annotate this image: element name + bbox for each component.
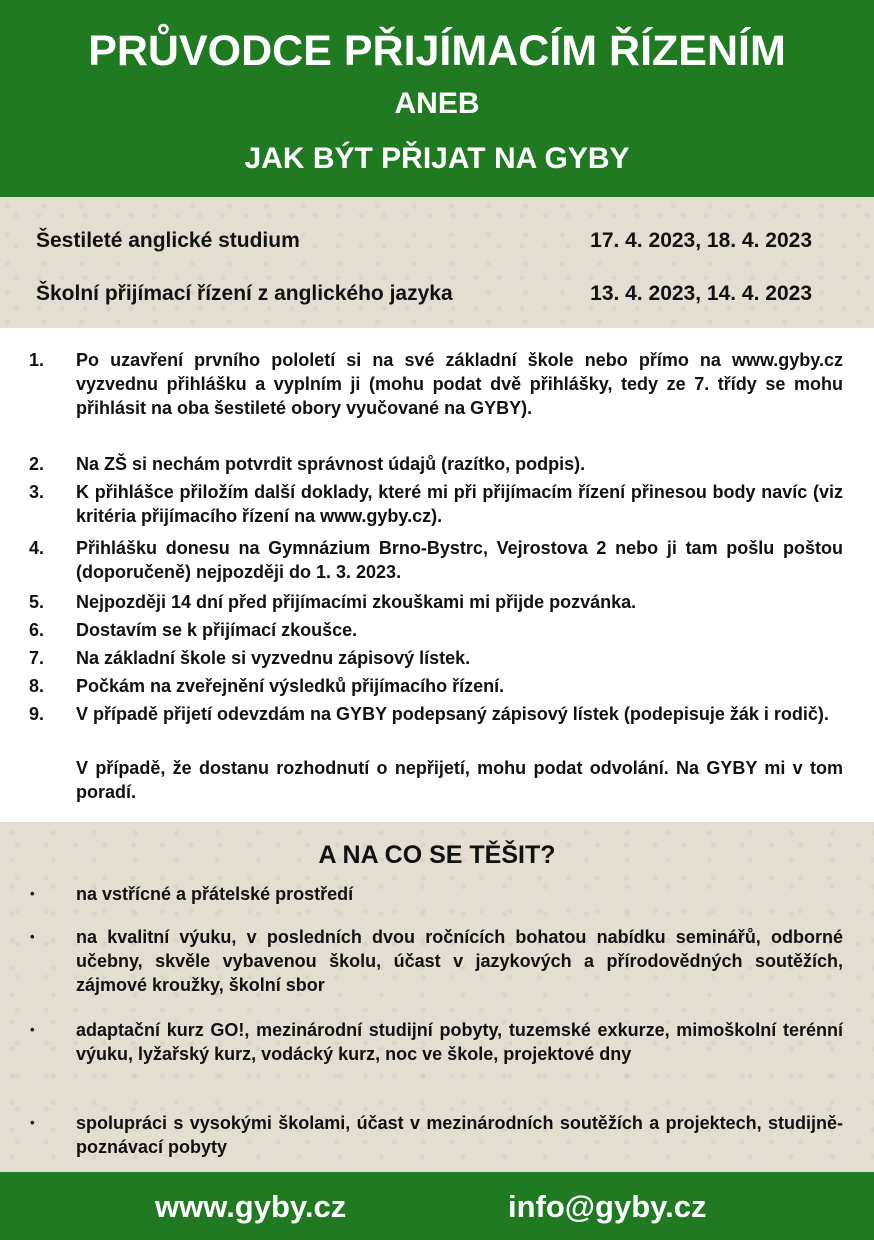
exam-date-label: Šestileté anglické studium [36, 229, 300, 252]
header-banner [0, 0, 874, 197]
step-text: Na základní škole si vyzvednu zápisový lístek. [76, 648, 471, 668]
step-text: K přihlášce přiložím další doklady, které mi při přijímacím řízení přinesou body navíc (viz kritéria přijímacího řízení na www.gyby.cz). [76, 482, 843, 526]
step-number: 6. [29, 620, 45, 640]
benefit-text: na kvalitní výuku, v posledních dvou ročnících bohatou nabídku seminářů, odborné učebny, skvěle vybavenou školu, účast v jazykových a přírodovědných soutěžích, zájmové kroužky, školní sbor [76, 927, 843, 995]
step-text: Na ZŠ si nechám potvrdit správnost údajů (razítko, podpis). [76, 454, 586, 474]
website-link[interactable]: www.gyby.cz [155, 1189, 347, 1224]
benefits-title: A NA CO SE TĚŠIT? [318, 841, 556, 869]
benefit-text: spolupráci s vysokými školami, účast v mezinárodních soutěžích a projektech, studijně-poznávací pobyty [76, 1113, 843, 1157]
bullet-icon: • [30, 1115, 35, 1130]
exam-date-row [36, 279, 812, 309]
step-number: 4. [29, 538, 45, 558]
bullet-icon: • [30, 886, 35, 901]
benefit-text: adaptační kurz GO!, mezinárodní studijní pobyty, tuzemské exkurze, mimoškolní terénní výuku, lyžařský kurz, vodácký kurz, noc ve škole, projektové dny [76, 1020, 843, 1064]
step-text: Nejpozději 14 dní před přijímacími zkouškami mi přijde pozvánka. [76, 592, 637, 612]
page-subtitle-aneb: ANEB [394, 87, 480, 120]
email-link[interactable]: info@gyby.cz [508, 1189, 707, 1224]
exam-date-label: Školní přijímací řízení z anglického jazyka [36, 282, 453, 305]
exam-date-value: 13. 4. 2023, 14. 4. 2023 [590, 282, 812, 305]
bullet-icon: • [30, 929, 35, 944]
step-text: Po uzavření prvního pololetí si na své základní škole nebo přímo na www.gyby.cz vyzvednu přihlášku a vyplním ji (mohu podat dvě přihlášky, tedy ze 7. třídy se mohu přihlásit na oba šestileté obory vyučované na GYBY). [76, 350, 843, 418]
page-title: PRŮVODCE PŘIJÍMACÍM ŘÍZENÍM [88, 27, 786, 75]
footer-banner [0, 1172, 874, 1240]
step-number: 2. [29, 454, 45, 474]
step-number: 3. [29, 482, 45, 502]
step-number: 1. [29, 350, 45, 370]
step-number: 5. [29, 592, 45, 612]
step-number: 7. [29, 648, 45, 668]
page-subtitle: JAK BÝT PŘIJAT NA GYBY [244, 142, 630, 175]
exam-dates-section [0, 197, 874, 328]
step-number: 9. [29, 704, 45, 724]
bullet-icon: • [30, 1022, 35, 1037]
admission-steps-list [0, 328, 874, 822]
benefit-text: na vstřícné a přátelské prostředí [76, 884, 354, 904]
step-text: Dostavím se k přijímací zkoušce. [76, 620, 358, 640]
exam-date-value: 17. 4. 2023, 18. 4. 2023 [590, 229, 812, 252]
step-text: Počkám na zveřejnění výsledků přijímacího řízení. [76, 676, 505, 696]
step-number: 8. [29, 676, 45, 696]
step-text: Přihlášku donesu na Gymnázium Brno-Bystrc, Vejrostova 2 nebo ji tam pošlu poštou (doporučeně) nejpozději do 1. 3. 2023. [76, 538, 843, 582]
exam-date-row [36, 226, 812, 256]
step-text: V případě přijetí odevzdám na GYBY podepsaný zápisový lístek (podepisuje žák i rodič). [76, 704, 829, 724]
benefits-section [0, 822, 874, 1172]
step-9-note: V případě, že dostanu rozhodnutí o nepřijetí, mohu podat odvolání. Na GYBY mi v tom poradí. [76, 758, 843, 802]
